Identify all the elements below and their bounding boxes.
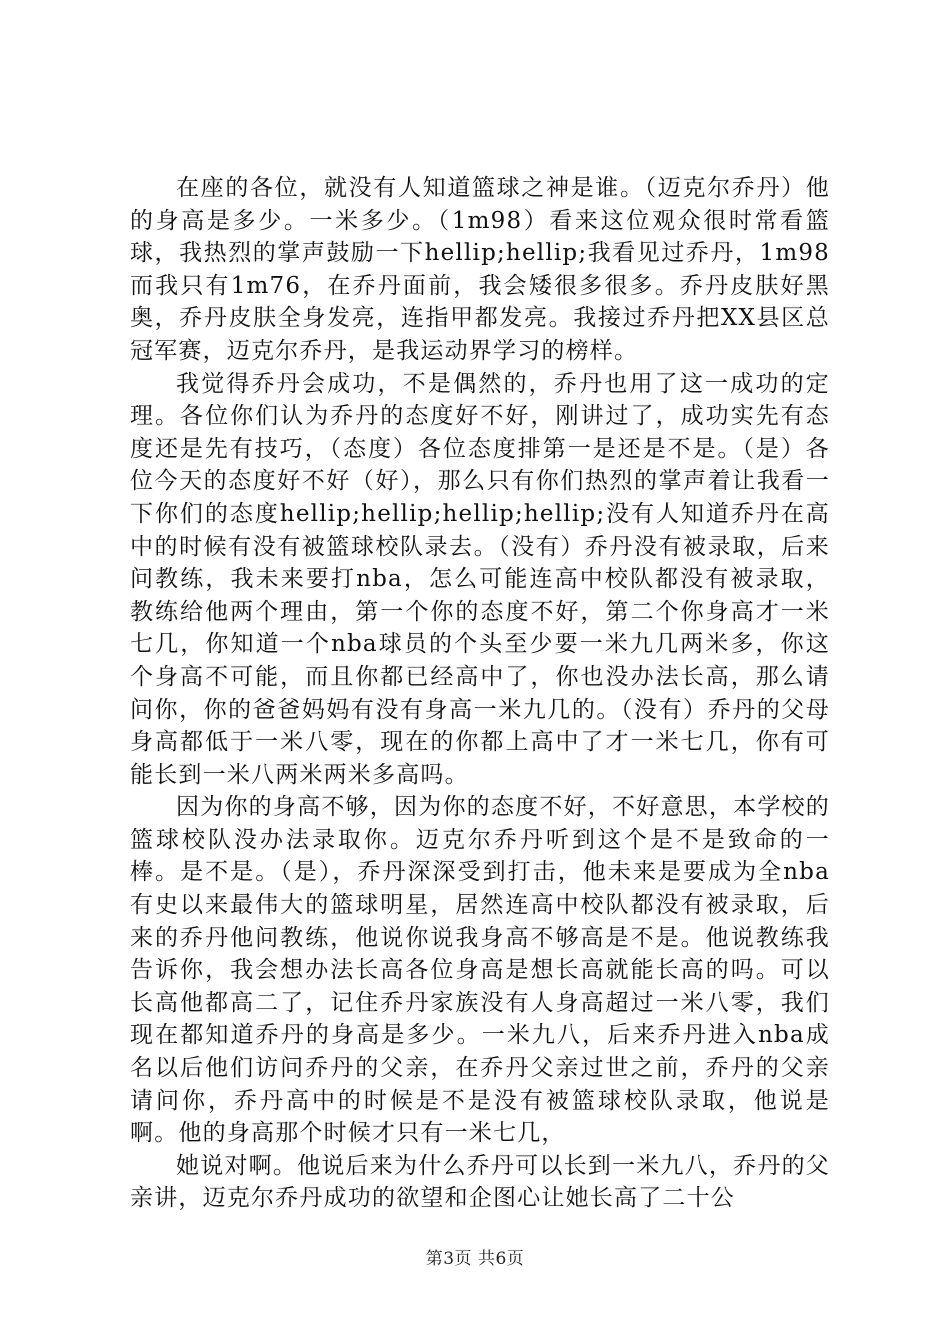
paragraph-4: 她说对啊。他说后来为什么乔丹可以长到一米九八，乔丹的父亲讲，迈克尔乔丹成功的欲望和企图心让她长高了二十公 — [130, 1152, 830, 1212]
paragraph-3: 因为你的身高不够，因为你的态度不好，不好意思，本学校的篮球校队没办法录取你。迈克尔乔丹听到这个是不是致命的一棒。是不是。（是），乔丹深深受到打击，他未来是要成为全nba有史以来最伟大的篮球明星，居然连高中校队都没有被录取，后来的乔丹他问教练，他说你说我身高不够高是不是。他说教练我告诉你，我会想办法长高各位身高是想长高就能长高的吗。可以长高他都高二了，记住乔丹家族没有人身高超过一米八零，我们现在都知道乔丹的身高是多少。一米九八，后来乔丹进入nba成名以后他们访问乔丹的父亲，在乔丹父亲过世之前，乔丹的父亲请问你，乔丹高中的时候是不是没有被篮球校队录取，他说是啊。他的身高那个时候才只有一米七几， — [130, 794, 830, 1147]
paragraph-2: 我觉得乔丹会成功，不是偶然的，乔丹也用了这一成功的定理。各位你们认为乔丹的态度好不好，刚讲过了，成功实先有态度还是先有技巧，（态度）各位态度排第一是还是不是。（是）各位今天的态度好不好（好），那么只有你们热烈的掌声着让我看一下你们的态度hellip;hellip;hellip;hellip;没有人知道乔丹在高中的时候有没有被篮球校队录去。（没有）乔丹没有被录取，后来问教练，我未来要打nba，怎么可能连高中校队都没有被录取，教练给他两个理由，第一个你的态度不好，第二个你身高才一米七几，你知道一个nba球员的个头至少要一米九几两米多，你这个身高不可能，而且你都已经高中了，你也没办法长高，那么请问你，你的爸爸妈妈有没有身高一米九几的。（没有）乔丹的父母身高都低于一米八零，现在的你都上高中了才一米七几，你有可能长到一米八两米两米多高吗。 — [130, 370, 830, 788]
paragraph-1: 在座的各位，就没有人知道篮球之神是谁。（迈克尔乔丹）他的身高是多少。一米多少。（1m98）看来这位观众很时常看篮球，我热烈的掌声鼓励一下hellip;hellip;我看见过乔丹，1m98而我只有1m76，在乔丹面前，我会矮很多很多。乔丹皮肤好黑奥，乔丹皮肤全身发亮，连指甲都发亮。我接过乔丹把XX县区总冠军赛，迈克尔乔丹，是我运动界学习的榜样。 — [130, 175, 830, 364]
page-number-footer: 第3页 共6页 — [425, 1249, 525, 1269]
body-text — [130, 172, 830, 1215]
